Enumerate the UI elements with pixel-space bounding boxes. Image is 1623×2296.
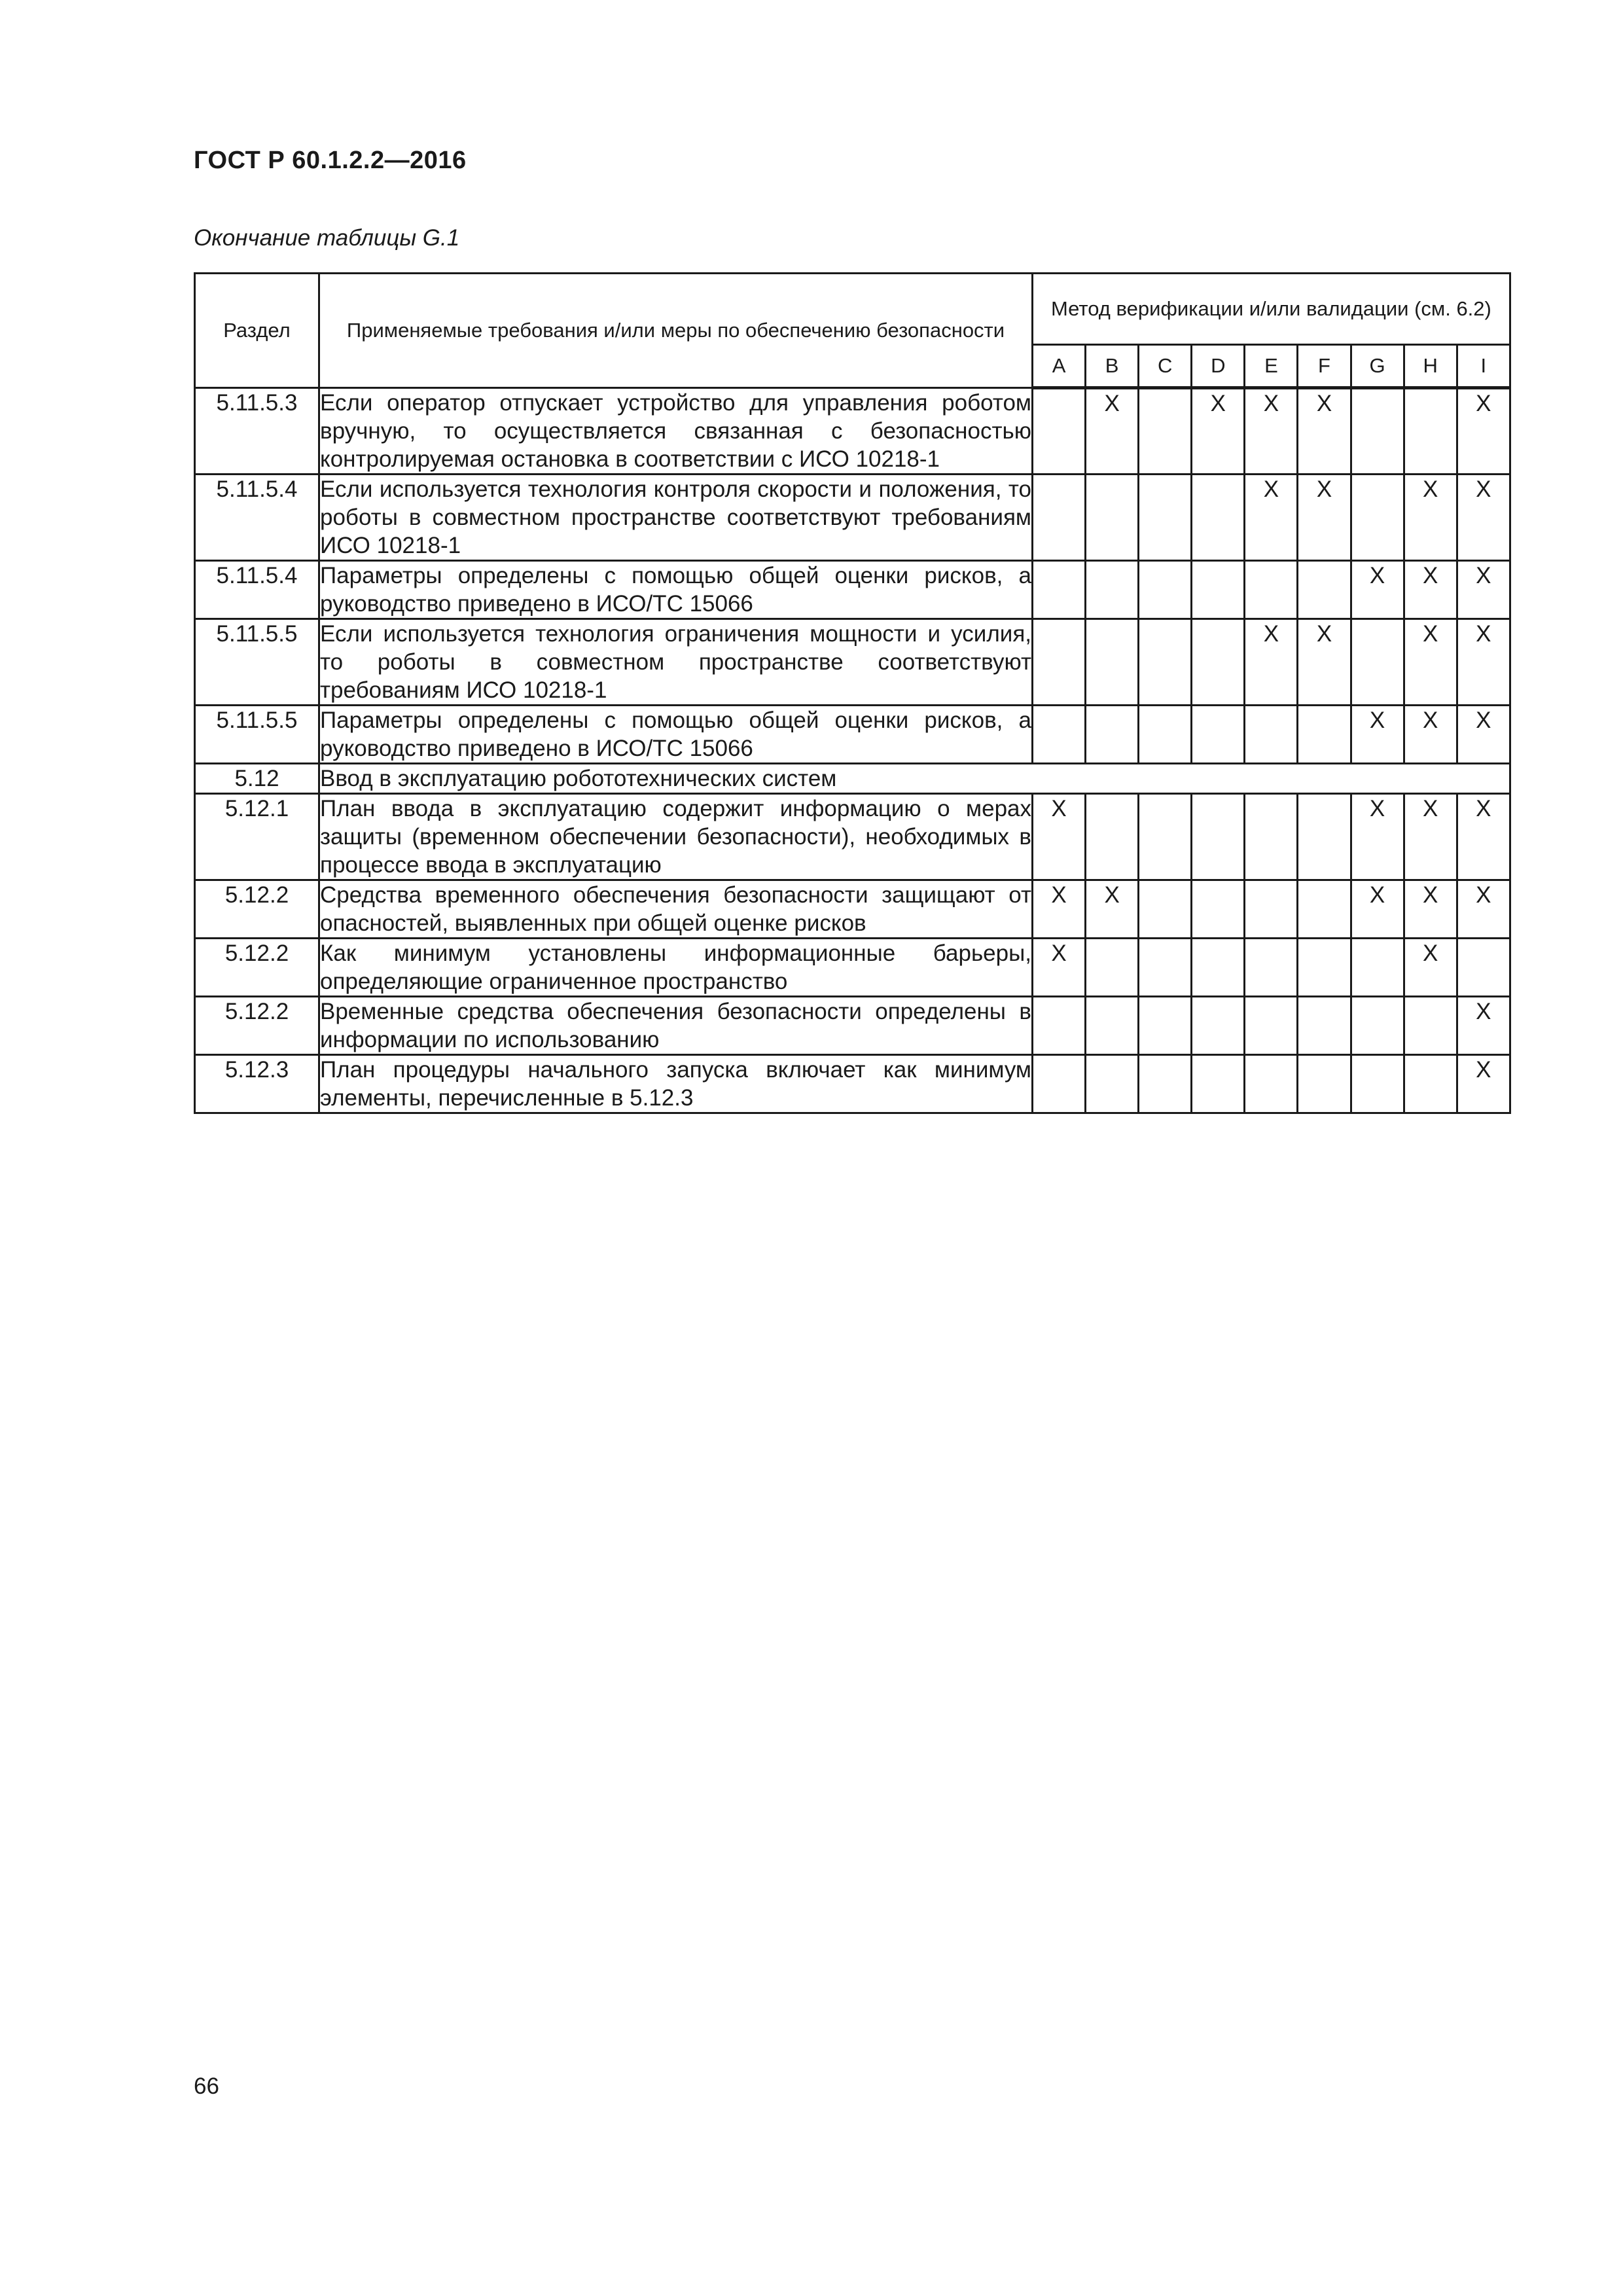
header-method-c: C — [1139, 345, 1192, 388]
method-mark-cell-f: X — [1298, 388, 1351, 475]
requirement-text-cell: План ввода в эксплуатацию содержит информацию о мерах защиты (временном обеспечении безопасности), необходимых в процессе ввода в эксплуатацию — [319, 794, 1033, 880]
method-mark-cell-g — [1351, 1055, 1404, 1113]
method-mark-cell-f: X — [1298, 475, 1351, 561]
section-number-cell: 5.12.3 — [195, 1055, 319, 1113]
method-mark-cell-i: X — [1457, 1055, 1510, 1113]
method-mark-cell-d: X — [1192, 388, 1245, 475]
method-mark-cell-d — [1192, 1055, 1245, 1113]
method-mark-cell-a — [1033, 619, 1086, 706]
method-mark-cell-f — [1298, 997, 1351, 1055]
method-mark-cell-c — [1139, 388, 1192, 475]
method-mark-cell-c — [1139, 706, 1192, 764]
method-mark-cell-i: X — [1457, 561, 1510, 619]
method-mark-cell-i: X — [1457, 388, 1510, 475]
requirement-text-cell: Как минимум установлены информационные барьеры, определяющие ограниченное пространство — [319, 939, 1033, 997]
header-section: Раздел — [195, 274, 319, 388]
header-requirements: Применяемые требования и/или меры по обеспечению безопасности — [319, 274, 1033, 388]
method-mark-cell-h — [1404, 388, 1457, 475]
method-mark-cell-h: X — [1404, 706, 1457, 764]
requirement-text-cell: Если используется технология ограничения мощности и усилия, то роботы в совместном пространстве соответствуют требованиям ИСО 10218-1 — [319, 619, 1033, 706]
method-mark-cell-c — [1139, 1055, 1192, 1113]
method-mark-cell-d — [1192, 475, 1245, 561]
method-mark-cell-g: X — [1351, 561, 1404, 619]
method-mark-cell-a — [1033, 706, 1086, 764]
method-mark-cell-b — [1086, 939, 1139, 997]
section-number-cell: 5.12.2 — [195, 939, 319, 997]
method-mark-cell-a: X — [1033, 939, 1086, 997]
section-heading-cell: Ввод в эксплуатацию робототехнических систем — [319, 764, 1510, 794]
method-mark-cell-h: X — [1404, 794, 1457, 880]
section-number-cell: 5.11.5.5 — [195, 619, 319, 706]
header-method-d: D — [1192, 345, 1245, 388]
table-row — [195, 1055, 1510, 1113]
method-mark-cell-b — [1086, 475, 1139, 561]
method-mark-cell-h — [1404, 997, 1457, 1055]
method-mark-cell-b — [1086, 794, 1139, 880]
section-number-cell: 5.11.5.3 — [195, 388, 319, 475]
requirements-table — [194, 272, 1511, 1114]
method-mark-cell-c — [1139, 997, 1192, 1055]
method-mark-cell-e — [1245, 997, 1298, 1055]
method-mark-cell-c — [1139, 475, 1192, 561]
method-mark-cell-g — [1351, 475, 1404, 561]
table-row — [195, 997, 1510, 1055]
table-row — [195, 764, 1510, 794]
method-mark-cell-g — [1351, 388, 1404, 475]
method-mark-cell-g: X — [1351, 794, 1404, 880]
table-row — [195, 475, 1510, 561]
requirement-text-cell: Параметры определены с помощью общей оценки рисков, а руководство приведено в ИСО/ТС 15066 — [319, 561, 1033, 619]
method-mark-cell-f — [1298, 706, 1351, 764]
method-mark-cell-c — [1139, 561, 1192, 619]
method-mark-cell-f — [1298, 561, 1351, 619]
method-mark-cell-a: X — [1033, 880, 1086, 939]
table-row — [195, 880, 1510, 939]
section-number-cell: 5.11.5.4 — [195, 561, 319, 619]
section-number-cell: 5.12.2 — [195, 997, 319, 1055]
requirement-text-cell: Временные средства обеспечения безопасности определены в информации по использованию — [319, 997, 1033, 1055]
method-mark-cell-e — [1245, 1055, 1298, 1113]
method-mark-cell-d — [1192, 880, 1245, 939]
method-mark-cell-i: X — [1457, 794, 1510, 880]
method-mark-cell-b — [1086, 1055, 1139, 1113]
method-mark-cell-a — [1033, 1055, 1086, 1113]
method-mark-cell-d — [1192, 706, 1245, 764]
section-number-cell: 5.12 — [195, 764, 319, 794]
table-row — [195, 794, 1510, 880]
table-caption: Окончание таблицы G.1 — [194, 225, 460, 251]
method-mark-cell-h: X — [1404, 561, 1457, 619]
table-row — [195, 388, 1510, 475]
method-mark-cell-c — [1139, 939, 1192, 997]
method-mark-cell-b — [1086, 997, 1139, 1055]
section-number-cell: 5.11.5.4 — [195, 475, 319, 561]
method-mark-cell-b: X — [1086, 880, 1139, 939]
table-row — [195, 619, 1510, 706]
method-mark-cell-h: X — [1404, 880, 1457, 939]
method-mark-cell-e — [1245, 880, 1298, 939]
header-method: Метод верификации и/или валидации (см. 6.2) — [1033, 274, 1510, 345]
method-mark-cell-c — [1139, 794, 1192, 880]
method-mark-cell-i: X — [1457, 475, 1510, 561]
method-mark-cell-a: X — [1033, 794, 1086, 880]
method-mark-cell-c — [1139, 880, 1192, 939]
method-mark-cell-h — [1404, 1055, 1457, 1113]
method-mark-cell-d — [1192, 794, 1245, 880]
method-mark-cell-d — [1192, 561, 1245, 619]
method-mark-cell-f — [1298, 939, 1351, 997]
method-mark-cell-c — [1139, 619, 1192, 706]
method-mark-cell-b — [1086, 561, 1139, 619]
header-method-b: B — [1086, 345, 1139, 388]
method-mark-cell-e — [1245, 939, 1298, 997]
method-mark-cell-a — [1033, 388, 1086, 475]
page-number: 66 — [194, 2073, 219, 2099]
section-number-cell: 5.12.2 — [195, 880, 319, 939]
method-mark-cell-g: X — [1351, 706, 1404, 764]
header-method-g: G — [1351, 345, 1404, 388]
method-mark-cell-g — [1351, 619, 1404, 706]
header-method-e: E — [1245, 345, 1298, 388]
table-body — [195, 388, 1510, 1113]
method-mark-cell-f: X — [1298, 619, 1351, 706]
method-mark-cell-f — [1298, 1055, 1351, 1113]
requirement-text-cell: Средства временного обеспечения безопасности защищают от опасностей, выявленных при общей оценке рисков — [319, 880, 1033, 939]
header-method-f: F — [1298, 345, 1351, 388]
method-mark-cell-h: X — [1404, 939, 1457, 997]
method-mark-cell-d — [1192, 997, 1245, 1055]
method-mark-cell-e: X — [1245, 475, 1298, 561]
method-mark-cell-i: X — [1457, 619, 1510, 706]
method-mark-cell-d — [1192, 619, 1245, 706]
method-mark-cell-a — [1033, 997, 1086, 1055]
method-mark-cell-e: X — [1245, 619, 1298, 706]
method-mark-cell-e: X — [1245, 388, 1298, 475]
method-mark-cell-a — [1033, 475, 1086, 561]
method-mark-cell-h: X — [1404, 475, 1457, 561]
section-number-cell: 5.11.5.5 — [195, 706, 319, 764]
method-mark-cell-i: X — [1457, 706, 1510, 764]
table-row — [195, 561, 1510, 619]
method-mark-cell-e — [1245, 794, 1298, 880]
section-number-cell: 5.12.1 — [195, 794, 319, 880]
method-mark-cell-f — [1298, 880, 1351, 939]
method-mark-cell-i — [1457, 939, 1510, 997]
method-mark-cell-b — [1086, 619, 1139, 706]
method-mark-cell-i: X — [1457, 997, 1510, 1055]
method-mark-cell-a — [1033, 561, 1086, 619]
method-mark-cell-g: X — [1351, 880, 1404, 939]
header-method-h: H — [1404, 345, 1457, 388]
method-mark-cell-e — [1245, 561, 1298, 619]
requirement-text-cell: План процедуры начального запуска включает как минимум элементы, перечисленные в 5.12.3 — [319, 1055, 1033, 1113]
method-mark-cell-g — [1351, 997, 1404, 1055]
table-row — [195, 706, 1510, 764]
method-mark-cell-h: X — [1404, 619, 1457, 706]
method-mark-cell-g — [1351, 939, 1404, 997]
method-mark-cell-e — [1245, 706, 1298, 764]
method-mark-cell-b — [1086, 706, 1139, 764]
requirement-text-cell: Если оператор отпускает устройство для управления роботом вручную, то осуществляется связанная с безопасностью контролируемая остановка в соответствии с ИСО 10218-1 — [319, 388, 1033, 475]
header-method-i: I — [1457, 345, 1510, 388]
requirement-text-cell: Параметры определены с помощью общей оценки рисков, а руководство приведено в ИСО/ТС 15066 — [319, 706, 1033, 764]
method-mark-cell-b: X — [1086, 388, 1139, 475]
table-row — [195, 939, 1510, 997]
header-method-a: A — [1033, 345, 1086, 388]
method-mark-cell-i: X — [1457, 880, 1510, 939]
document-title: ГОСТ Р 60.1.2.2—2016 — [194, 147, 467, 174]
method-mark-cell-d — [1192, 939, 1245, 997]
method-mark-cell-f — [1298, 794, 1351, 880]
requirement-text-cell: Если используется технология контроля скорости и положения, то роботы в совместном пространстве соответствуют требованиям ИСО 10218-1 — [319, 475, 1033, 561]
